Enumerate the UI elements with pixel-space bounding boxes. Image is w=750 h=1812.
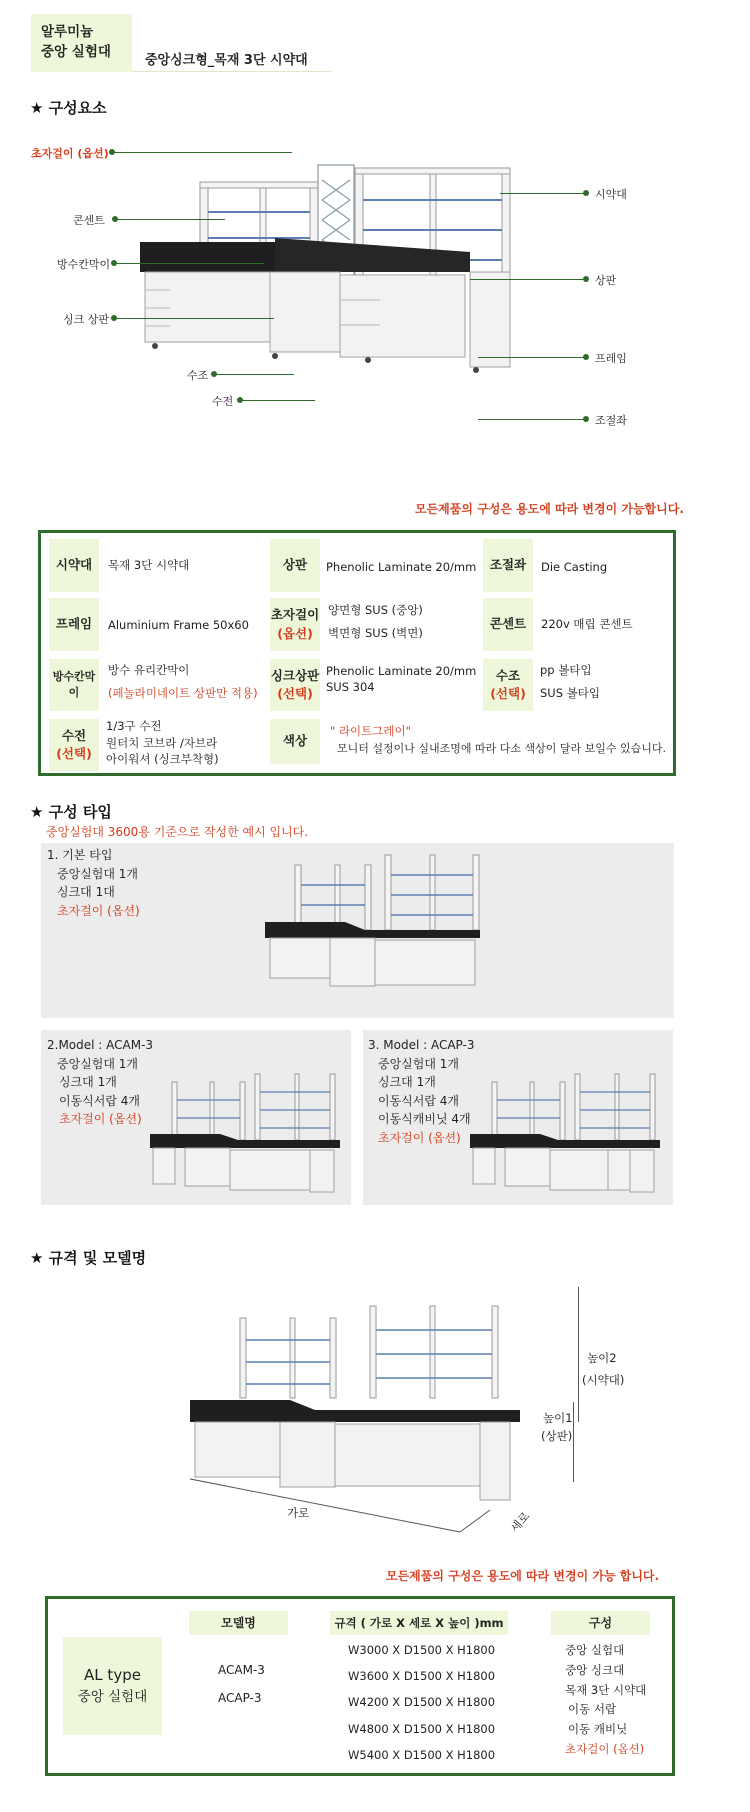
- model-type-line2: 중앙 실험대: [77, 1689, 148, 1706]
- callout-line: [500, 193, 585, 194]
- spec-value-color-note: 모니터 설정이나 실내조명에 따라 다소 색상이 달라 보일수 있습니다.: [337, 742, 666, 755]
- col-header-spec: 규격 ( 가로 X 세로 X 높이 )mm: [330, 1611, 508, 1635]
- components-note: 모든제품의 구성은 용도에 따라 변경이 가능합니다.: [415, 502, 684, 516]
- spec-value-leveler: Die Casting: [541, 560, 608, 574]
- spec-label-splash-guard: 방수칸막이: [49, 659, 99, 711]
- callout-line: [112, 152, 292, 153]
- callout-reagent-shelf: 시약대: [595, 188, 627, 201]
- callout-leveler: 조절좌: [595, 414, 627, 427]
- spec-value-sink-top: Phenolic Laminate 20/mm SUS 304: [326, 664, 477, 695]
- category-line2: 중앙 실험대: [41, 44, 111, 61]
- spec-label-leveler: 조절좌: [483, 539, 533, 592]
- spec-label-reagent-shelf: 시약대: [49, 539, 99, 592]
- spec-item: W3000 X D1500 X H1800: [348, 1643, 496, 1657]
- spec-value-frame: Aluminium Frame 50x60: [108, 618, 249, 632]
- config-option: 초자걸이 (옵션): [565, 1741, 645, 1756]
- callout-line: [115, 219, 225, 220]
- spec-value-countertop: Phenolic Laminate 20/mm: [326, 560, 477, 574]
- spec-value-reagent-shelf: 목재 3단 시약대: [108, 558, 190, 572]
- callout-line: [114, 263, 264, 264]
- callout-line: [470, 279, 585, 280]
- col-header-config: 구성: [551, 1611, 650, 1635]
- callout-dot: [583, 354, 589, 360]
- spec-item: W5400 X D1500 X H1800: [348, 1747, 496, 1762]
- callout-glass-holder: 초자걸이 (옵션): [31, 147, 109, 160]
- lab-table-illustration: [140, 160, 540, 430]
- spec-value-sink-bowl: pp 볼타입 SUS 볼타입: [540, 663, 600, 700]
- spec-value-faucet: 1/3구 수전 원터치 코브라 /자브라 아이워셔 (싱크부착형): [106, 719, 219, 767]
- spec-label-frame: 프레임: [49, 598, 99, 651]
- config-item: 이동 서랍: [568, 1702, 617, 1717]
- components-title: ★ 구성요소: [30, 99, 107, 117]
- model-item: ACAM-3: [218, 1663, 265, 1677]
- height1-label: 높이1: [543, 1411, 573, 1425]
- category-line1: 알루미늄: [41, 24, 94, 40]
- callout-faucet: 수전: [212, 395, 234, 408]
- model-type-line1: AL type: [84, 1666, 141, 1685]
- types-title: ★ 구성 타입: [30, 803, 112, 821]
- callout-line: [214, 374, 294, 375]
- dimensions-note: 모든제품의 구성은 용도에 따라 변경이 가능 합니다.: [386, 1569, 660, 1583]
- config-item: 이동 캐비닛: [568, 1722, 628, 1737]
- callout-line: [478, 419, 585, 420]
- callout-line: [114, 318, 274, 319]
- height1-sublabel: (상판): [541, 1429, 573, 1443]
- config-item: 중앙 싱크대: [565, 1662, 625, 1677]
- spec-label-color: 색상: [270, 719, 320, 764]
- type-basic-illustration: [265, 850, 495, 990]
- callout-dot: [583, 276, 589, 282]
- callout-frame: 프레임: [595, 352, 627, 365]
- model-item: ACAP-3: [218, 1691, 262, 1706]
- dimensions-title: ★ 규격 및 모델명: [30, 1249, 147, 1267]
- spec-value-splash-guard: 방수 유리칸막이 (페놀라미네이트 상판만 적용): [108, 663, 258, 700]
- width-label: 가로: [287, 1506, 310, 1520]
- callout-line: [478, 357, 585, 358]
- spec-label-sink-bowl: 수조 (선택): [483, 659, 533, 711]
- spec-item: W4800 X D1500 X H1800: [348, 1721, 496, 1736]
- category-badge: [31, 14, 132, 72]
- callout-countertop: 상판: [595, 274, 617, 287]
- spec-label-outlet: 콘센트: [483, 598, 533, 651]
- model-list: [218, 1656, 265, 1712]
- types-subtitle: 중앙실험대 3600용 기준으로 작성한 예시 입니다.: [46, 825, 309, 839]
- type-panel-basic-text: 1. 기본 타입 중앙실험대 1개 싱크대 1대 초자걸이 (옵션): [47, 848, 140, 918]
- col-header-model: 모델명: [189, 1611, 288, 1635]
- callout-dot: [583, 416, 589, 422]
- height2-sublabel: (시약대): [582, 1373, 625, 1387]
- config-item: 중앙 실험대: [565, 1643, 625, 1657]
- model-type-badge: [63, 1637, 162, 1735]
- type-acam3-illustration: [150, 1070, 345, 1200]
- type-panel-acap3-text: 3. Model : ACAP-3 중앙실험대 1개 싱크대 1개 이동식서랍 4개 이동식캐비닛 4개 초자걸이 (옵션): [368, 1038, 475, 1145]
- spec-label-sink-top: 싱크상판 (선택): [270, 659, 320, 711]
- height2-line: [578, 1287, 579, 1422]
- callout-splash-guard: 방수칸막이: [57, 258, 111, 271]
- depth-label: 세로: [507, 1508, 533, 1536]
- header-underline: [132, 71, 332, 72]
- spec-label-faucet: 수전 (선택): [49, 719, 99, 771]
- spec-value-color-name: " 라이트그레이": [330, 724, 411, 738]
- height1-line: [573, 1402, 574, 1482]
- config-list: [565, 1641, 646, 1760]
- callout-dot: [583, 190, 589, 196]
- spec-label-glass-holder: 초자걸이 (옵션): [270, 598, 320, 651]
- spec-list: [348, 1637, 495, 1768]
- spec-item: W4200 X D1500 X H1800: [348, 1695, 496, 1710]
- spec-item: W3600 X D1500 X H1800: [348, 1669, 496, 1684]
- product-name: 중앙싱크형_목재 3단 시약대: [145, 53, 308, 68]
- dimensions-illustration: [190, 1300, 530, 1540]
- callout-sink-top: 싱크 상판: [63, 313, 110, 326]
- type-acap3-illustration: [470, 1070, 665, 1200]
- spec-value-outlet: 220v 매립 콘센트: [541, 617, 633, 631]
- height2-label: 높이2: [587, 1351, 617, 1365]
- callout-outlet: 콘센트: [73, 214, 105, 227]
- callout-line: [240, 400, 315, 401]
- spec-value-glass-holder: 양면형 SUS (중앙) 벽면형 SUS (벽면): [328, 603, 423, 640]
- callout-sink-bowl: 수조: [187, 369, 209, 382]
- spec-label-countertop: 상판: [270, 539, 320, 592]
- type-panel-acam3-text: 2.Model : ACAM-3 중앙실험대 1개 싱크대 1개 이동식서랍 4개 초자걸이 (옵션): [47, 1038, 154, 1127]
- config-item: 목재 3단 시약대: [565, 1682, 647, 1697]
